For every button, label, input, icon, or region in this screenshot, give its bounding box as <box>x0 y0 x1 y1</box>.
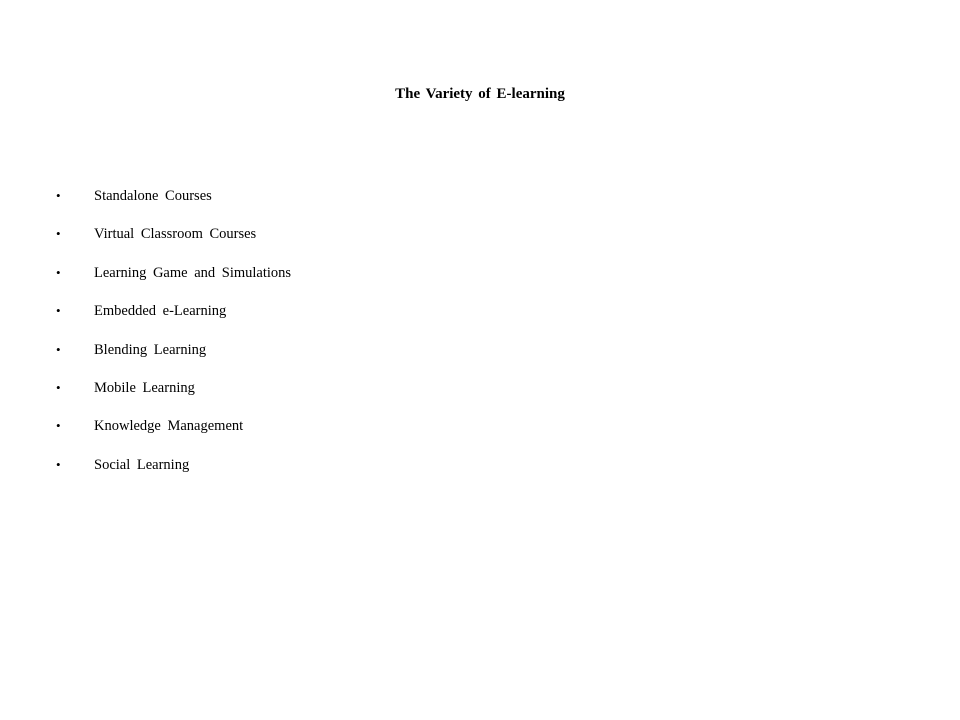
bullet-icon: • <box>56 303 61 319</box>
bullet-text: Knowledge Management <box>94 418 244 435</box>
bullet-icon: • <box>56 379 61 395</box>
bullet-text: Social Learning <box>94 456 190 473</box>
bullet-text: Virtual Classroom Courses <box>94 226 257 243</box>
bullet-text: Blending Learning <box>94 341 207 358</box>
bullet-text: Learning Game and Simulations <box>94 264 292 281</box>
bullet-icon: • <box>56 456 61 472</box>
bullet-text: Standalone Courses <box>94 188 212 204</box>
bullet-icon: • <box>56 418 61 434</box>
bullet-icon: • <box>56 264 61 280</box>
bullet-icon: • <box>56 341 61 357</box>
bullet-text: Mobile Learning <box>94 379 195 396</box>
bullet-icon: • <box>56 226 61 242</box>
bullet-icon: • <box>56 188 61 203</box>
bullet-text: Embedded e-Learning <box>94 303 227 320</box>
slide-title: The Variety of E-learning <box>395 86 565 102</box>
